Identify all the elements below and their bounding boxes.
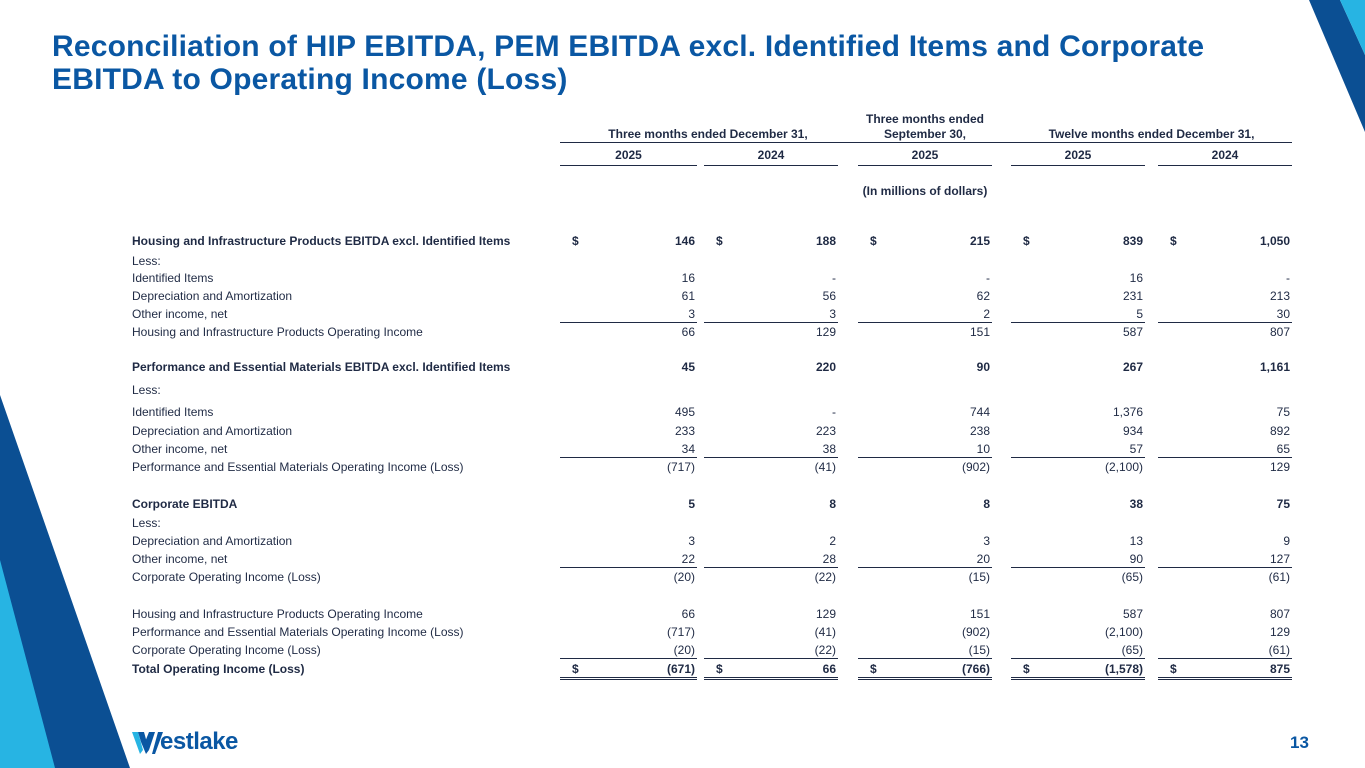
value-cell: - bbox=[832, 405, 836, 419]
row-label: Total Operating Income (Loss) bbox=[132, 662, 305, 676]
dollar-sign: $ bbox=[1170, 234, 1177, 248]
row-label: Performance and Essential Materials EBITDA excl. Identified Items bbox=[132, 360, 511, 374]
value-cell: (902) bbox=[961, 625, 990, 639]
row-label: Less: bbox=[132, 254, 161, 268]
value-cell: (41) bbox=[814, 460, 836, 474]
value-cell: 839 bbox=[1122, 234, 1143, 248]
subtotal-rule bbox=[560, 658, 697, 659]
page-title: Reconciliation of HIP EBITDA, PEM EBITDA excl. Identified Items and Corporate EBITDA to Operating Income (Loss) bbox=[52, 30, 1205, 96]
value-cell: 75 bbox=[1276, 405, 1290, 419]
row-label: Identified Items bbox=[132, 271, 214, 285]
value-cell: 220 bbox=[815, 360, 836, 374]
value-cell: - bbox=[1286, 271, 1290, 285]
value-cell: 495 bbox=[674, 405, 695, 419]
total-double-rule-bottom bbox=[1158, 679, 1292, 680]
value-cell: 22 bbox=[681, 552, 695, 566]
value-cell: 16 bbox=[1129, 271, 1143, 285]
value-cell: 66 bbox=[681, 607, 695, 621]
subtotal-rule bbox=[1158, 322, 1292, 323]
value-cell: 10 bbox=[976, 442, 990, 456]
subtotal-rule bbox=[1011, 457, 1145, 458]
row-label: Corporate Operating Income (Loss) bbox=[132, 570, 321, 584]
value-cell: 65 bbox=[1276, 442, 1290, 456]
westlake-logo-text: estlake bbox=[160, 728, 238, 755]
total-double-rule-bottom bbox=[704, 679, 838, 680]
value-cell: (22) bbox=[814, 570, 836, 584]
value-cell: 75 bbox=[1276, 497, 1290, 511]
row-label: Other income, net bbox=[132, 552, 228, 566]
row-label: Depreciation and Amortization bbox=[132, 424, 293, 438]
value-cell: 34 bbox=[681, 442, 695, 456]
value-cell: 1,050 bbox=[1259, 234, 1290, 248]
year-header-rule bbox=[1011, 165, 1145, 166]
value-cell: (61) bbox=[1268, 643, 1290, 657]
row-label: Housing and Infrastructure Products Operating Income bbox=[132, 325, 423, 339]
units-caption: (In millions of dollars) bbox=[862, 184, 988, 198]
value-cell: (2,100) bbox=[1104, 625, 1143, 639]
value-cell: 38 bbox=[1129, 497, 1143, 511]
value-cell: (22) bbox=[814, 643, 836, 657]
dollar-sign: $ bbox=[1170, 662, 1177, 676]
page-number: 13 bbox=[1290, 733, 1309, 752]
value-cell: (717) bbox=[666, 460, 695, 474]
value-cell: 62 bbox=[976, 289, 990, 303]
year-header-rule bbox=[704, 165, 838, 166]
value-cell: 8 bbox=[983, 497, 990, 511]
value-cell: 45 bbox=[681, 360, 695, 374]
subtotal-rule bbox=[704, 567, 838, 568]
value-cell: 56 bbox=[822, 289, 836, 303]
value-cell: 8 bbox=[829, 497, 836, 511]
subtotal-rule bbox=[560, 567, 697, 568]
subtotal-rule bbox=[560, 457, 697, 458]
value-cell: 66 bbox=[822, 662, 836, 676]
value-cell: 892 bbox=[1269, 424, 1290, 438]
dollar-sign: $ bbox=[1023, 234, 1030, 248]
row-label: Depreciation and Amortization bbox=[132, 534, 293, 548]
value-cell: 90 bbox=[976, 360, 990, 374]
subtotal-rule bbox=[1011, 567, 1145, 568]
year-header: 2025 bbox=[1064, 148, 1092, 162]
row-label: Corporate EBITDA bbox=[132, 497, 238, 511]
subtotal-rule bbox=[1158, 658, 1292, 659]
row-label: Other income, net bbox=[132, 307, 228, 321]
value-cell: 61 bbox=[681, 289, 695, 303]
value-cell: 146 bbox=[674, 234, 695, 248]
total-double-rule-top bbox=[704, 677, 838, 678]
value-cell: (15) bbox=[968, 570, 990, 584]
subtotal-rule bbox=[704, 322, 838, 323]
value-cell: (717) bbox=[666, 625, 695, 639]
value-cell: 2 bbox=[829, 534, 836, 548]
value-cell: (41) bbox=[814, 625, 836, 639]
value-cell: (65) bbox=[1121, 570, 1143, 584]
value-cell: 129 bbox=[815, 607, 836, 621]
header-rule bbox=[560, 142, 1292, 143]
year-header: 2024 bbox=[757, 148, 785, 162]
value-cell: 213 bbox=[1269, 289, 1290, 303]
value-cell: 90 bbox=[1129, 552, 1143, 566]
total-double-rule-bottom bbox=[858, 679, 992, 680]
row-label: Housing and Infrastructure Products Operating Income bbox=[132, 607, 423, 621]
subtotal-rule bbox=[858, 457, 992, 458]
value-cell: (20) bbox=[673, 570, 695, 584]
value-cell: 587 bbox=[1122, 325, 1143, 339]
header-twelve-months-dec: Twelve months ended December 31, bbox=[1048, 127, 1255, 141]
value-cell: 267 bbox=[1122, 360, 1143, 374]
total-double-rule-top bbox=[1158, 677, 1292, 678]
value-cell: 16 bbox=[681, 271, 695, 285]
total-double-rule-top bbox=[560, 677, 697, 678]
value-cell: 13 bbox=[1129, 534, 1143, 548]
value-cell: 231 bbox=[1122, 289, 1143, 303]
total-double-rule-top bbox=[858, 677, 992, 678]
value-cell: 127 bbox=[1269, 552, 1290, 566]
value-cell: 188 bbox=[815, 234, 836, 248]
subtotal-rule bbox=[1011, 322, 1145, 323]
value-cell: (902) bbox=[961, 460, 990, 474]
row-label: Identified Items bbox=[132, 405, 214, 419]
row-label: Other income, net bbox=[132, 442, 228, 456]
year-header-rule bbox=[560, 165, 697, 166]
value-cell: (671) bbox=[666, 662, 695, 676]
value-cell: 38 bbox=[822, 442, 836, 456]
value-cell: 3 bbox=[983, 534, 990, 548]
subtotal-rule bbox=[858, 322, 992, 323]
value-cell: 223 bbox=[815, 424, 836, 438]
value-cell: 129 bbox=[1269, 460, 1290, 474]
value-cell: 744 bbox=[969, 405, 990, 419]
year-header-rule bbox=[858, 165, 992, 166]
value-cell: (65) bbox=[1121, 643, 1143, 657]
value-cell: 807 bbox=[1269, 325, 1290, 339]
value-cell: 934 bbox=[1122, 424, 1143, 438]
dollar-sign: $ bbox=[1023, 662, 1030, 676]
value-cell: 3 bbox=[688, 307, 695, 321]
value-cell: 66 bbox=[681, 325, 695, 339]
value-cell: 215 bbox=[969, 234, 990, 248]
value-cell: 1,376 bbox=[1112, 405, 1143, 419]
header-three-months-sep-line1: Three months ended bbox=[865, 112, 984, 126]
value-cell: 3 bbox=[829, 307, 836, 321]
value-cell: (1,578) bbox=[1104, 662, 1143, 676]
value-cell: 28 bbox=[822, 552, 836, 566]
row-label: Performance and Essential Materials Operating Income (Loss) bbox=[132, 460, 464, 474]
subtotal-rule bbox=[704, 457, 838, 458]
dollar-sign: $ bbox=[870, 662, 877, 676]
header-three-months-dec: Three months ended December 31, bbox=[608, 127, 808, 141]
year-header: 2024 bbox=[1211, 148, 1239, 162]
value-cell: 2 bbox=[983, 307, 990, 321]
year-header: 2025 bbox=[911, 148, 939, 162]
value-cell: (766) bbox=[961, 662, 990, 676]
row-label: Housing and Infrastructure Products EBITDA excl. Identified Items bbox=[132, 234, 511, 248]
total-double-rule-top bbox=[1011, 677, 1145, 678]
row-label: Less: bbox=[132, 383, 161, 397]
value-cell: 5 bbox=[688, 497, 695, 511]
value-cell: 233 bbox=[674, 424, 695, 438]
value-cell: 20 bbox=[976, 552, 990, 566]
row-label: Performance and Essential Materials Operating Income (Loss) bbox=[132, 625, 464, 639]
value-cell: 151 bbox=[969, 325, 990, 339]
dollar-sign: $ bbox=[572, 234, 579, 248]
value-cell: (15) bbox=[968, 643, 990, 657]
header-three-months-sep-line2: September 30, bbox=[883, 127, 967, 141]
value-cell: 129 bbox=[815, 325, 836, 339]
subtotal-rule bbox=[704, 658, 838, 659]
value-cell: - bbox=[832, 271, 836, 285]
value-cell: 151 bbox=[969, 607, 990, 621]
subtotal-rule bbox=[858, 658, 992, 659]
value-cell: 5 bbox=[1136, 307, 1143, 321]
dollar-sign: $ bbox=[572, 662, 579, 676]
value-cell: 9 bbox=[1283, 534, 1290, 548]
row-label: Depreciation and Amortization bbox=[132, 289, 293, 303]
total-double-rule-bottom bbox=[560, 679, 697, 680]
dollar-sign: $ bbox=[870, 234, 877, 248]
year-header-rule bbox=[1158, 165, 1292, 166]
value-cell: - bbox=[986, 271, 990, 285]
value-cell: (20) bbox=[673, 643, 695, 657]
total-double-rule-bottom bbox=[1011, 679, 1145, 680]
value-cell: 238 bbox=[969, 424, 990, 438]
row-label: Less: bbox=[132, 516, 161, 530]
value-cell: (2,100) bbox=[1104, 460, 1143, 474]
value-cell: 1,161 bbox=[1259, 360, 1290, 374]
value-cell: 587 bbox=[1122, 607, 1143, 621]
value-cell: 3 bbox=[688, 534, 695, 548]
value-cell: 129 bbox=[1269, 625, 1290, 639]
dollar-sign: $ bbox=[716, 234, 723, 248]
value-cell: 57 bbox=[1129, 442, 1143, 456]
subtotal-rule bbox=[1011, 658, 1145, 659]
year-header: 2025 bbox=[615, 148, 642, 162]
value-cell: 875 bbox=[1269, 662, 1290, 676]
subtotal-rule bbox=[1158, 567, 1292, 568]
subtotal-rule bbox=[560, 322, 697, 323]
value-cell: (61) bbox=[1268, 570, 1290, 584]
value-cell: 30 bbox=[1276, 307, 1290, 321]
value-cell: 807 bbox=[1269, 607, 1290, 621]
dollar-sign: $ bbox=[716, 662, 723, 676]
subtotal-rule bbox=[1158, 457, 1292, 458]
row-label: Corporate Operating Income (Loss) bbox=[132, 643, 321, 657]
subtotal-rule bbox=[858, 567, 992, 568]
